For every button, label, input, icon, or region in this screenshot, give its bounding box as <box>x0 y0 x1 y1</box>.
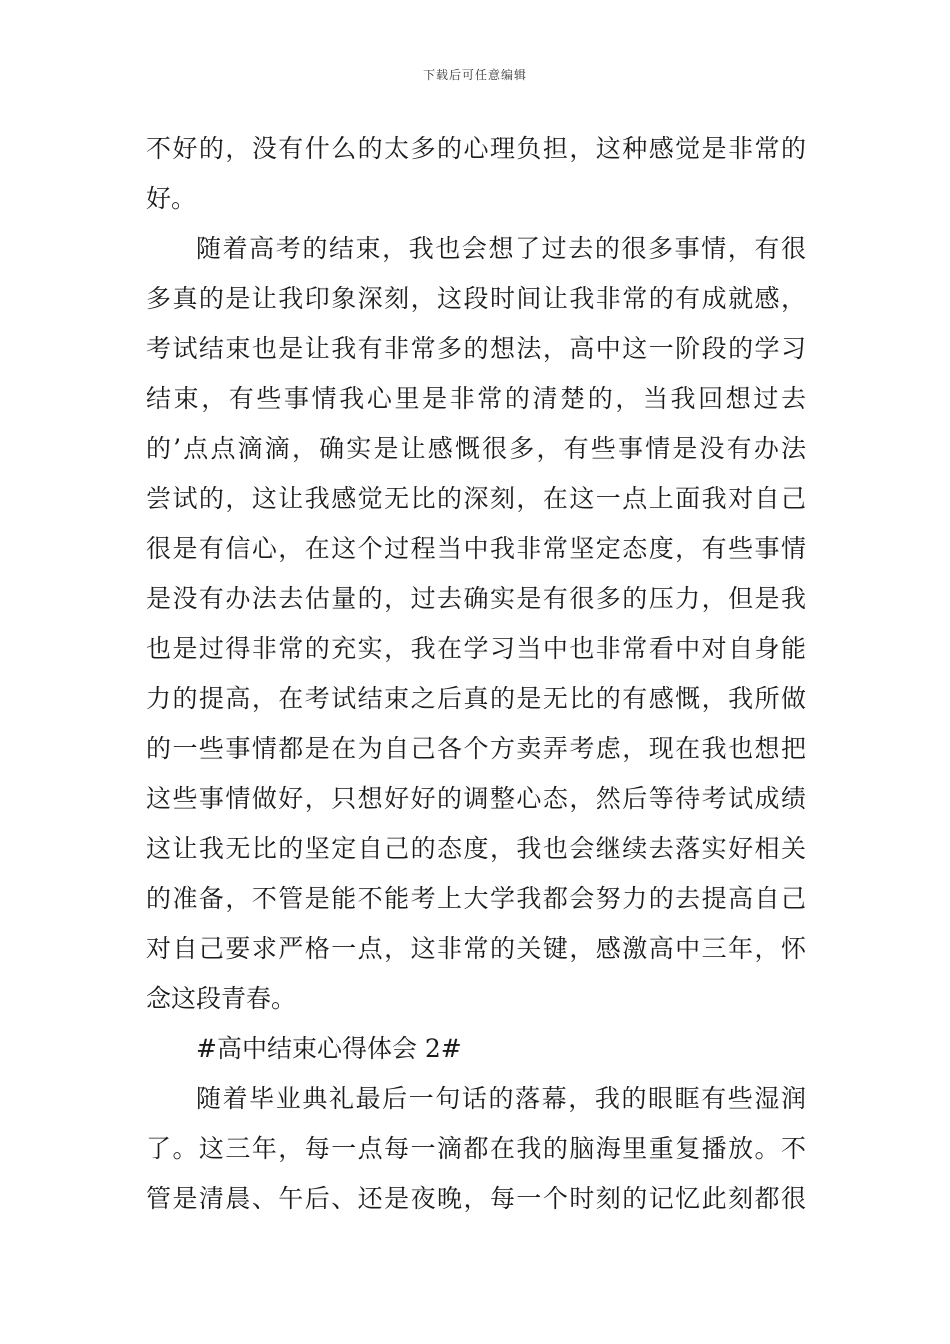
text-line: 了。这三年，每一点每一滴都在我的脑海里重复播放。不 <box>146 1134 806 1163</box>
text-line: 的一些事情都是在为自己各个方卖弄考虑，现在我也想把 <box>146 734 806 763</box>
text-line: 随着毕业典礼最后一句话的落幕，我的眼眶有些湿润 <box>196 1084 806 1113</box>
text-line: 多真的是让我印象深刻，这段时间让我非常的有成就感， <box>146 284 806 313</box>
text-line: 尝试的，这让我感觉无比的深刻，在这一点上面我对自己 <box>146 484 806 513</box>
text-line: 好。 <box>146 184 197 213</box>
text-line: 不好的，没有什么的太多的心理负担，这种感觉是非常的 <box>146 134 806 163</box>
text-line: 也是过得非常的充实，我在学习当中也非常看中对自身能 <box>146 634 806 663</box>
text-line: 管是清晨、午后、还是夜晚，每一个时刻的记忆此刻都很 <box>146 1184 806 1213</box>
text-line: 对自己要求严格一点，这非常的关键，感激高中三年，怀 <box>146 934 806 963</box>
header-note: 下载后可任意编辑 <box>422 68 527 82</box>
text-line: 结束，有些事情我心里是非常的清楚的，当我回想过去 <box>146 384 806 413</box>
section-heading: #高中结束心得体会 2# <box>196 1034 462 1063</box>
text-line: 的准备，不管是能不能考上大学我都会努力的去提高自己 <box>146 884 806 913</box>
text-line: 的’点点滴滴，确实是让感慨很多，有些事情是没有办法 <box>146 434 806 463</box>
text-line: 这让我无比的坚定自己的态度，我也会继续去落实好相关 <box>146 834 806 863</box>
text-line: 考试结束也是让我有非常多的想法，高中这一阶段的学习 <box>146 334 806 363</box>
text-line: 是没有办法去估量的，过去确实是有很多的压力，但是我 <box>146 584 806 613</box>
text-line: 念这段青春。 <box>146 984 297 1013</box>
text-line: 力的提高，在考试结束之后真的是无比的有感慨，我所做 <box>146 684 806 713</box>
text-line: 很是有信心，在这个过程当中我非常坚定态度，有些事情 <box>146 534 806 563</box>
document-body <box>146 124 806 1224</box>
text-line: 随着高考的结束，我也会想了过去的很多事情，有很 <box>196 234 806 263</box>
text-line: 这些事情做好，只想好好的调整心态，然后等待考试成绩 <box>146 784 806 813</box>
